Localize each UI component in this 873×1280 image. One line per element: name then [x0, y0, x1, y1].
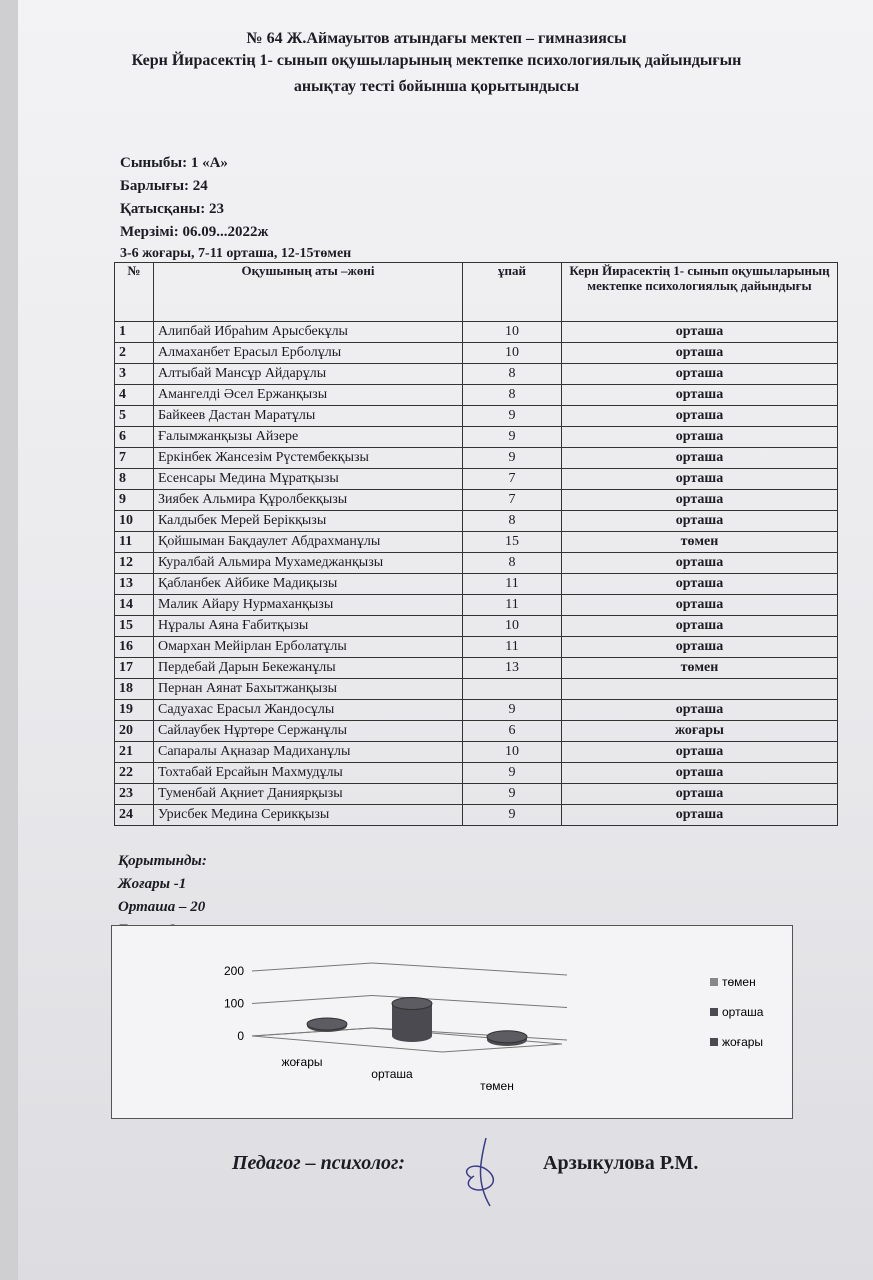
student-score: 8 [463, 553, 562, 574]
student-score: 9 [463, 406, 562, 427]
row-number: 20 [115, 721, 154, 742]
table-row [115, 658, 838, 679]
student-score: 7 [463, 490, 562, 511]
table-row [115, 364, 838, 385]
student-name: Сапаралы Ақназар Мадиханұлы [154, 742, 463, 763]
student-score [463, 679, 562, 700]
row-number: 16 [115, 637, 154, 658]
student-name: Садуахас Ерасыл Жандосұлы [154, 700, 463, 721]
student-score: 11 [463, 574, 562, 595]
row-number: 2 [115, 343, 154, 364]
row-number: 18 [115, 679, 154, 700]
row-number: 8 [115, 469, 154, 490]
table-row [115, 784, 838, 805]
table-row [115, 763, 838, 784]
student-result: орташа [562, 805, 838, 826]
student-result: орташа [562, 595, 838, 616]
table-row [115, 406, 838, 427]
student-name: Алмаханбет Ерасыл Ерболұлы [154, 343, 463, 364]
student-name: Урисбек Медина Серикқызы [154, 805, 463, 826]
row-number: 1 [115, 322, 154, 343]
legend-label: төмен [722, 975, 756, 989]
student-name: Омархан Мейірлан Ерболатұлы [154, 637, 463, 658]
student-name: Сайлаубек Нұртөре Сержанұлы [154, 721, 463, 742]
class-info: Сыныбы: 1 «А» [120, 155, 228, 171]
student-score: 6 [463, 721, 562, 742]
participated-info: Қатысқаны: 23 [120, 201, 224, 217]
legend-swatch [710, 1008, 718, 1016]
row-number: 3 [115, 364, 154, 385]
total-info: Барлығы: 24 [120, 178, 208, 194]
signature-role: Педагог – психолог: [232, 1152, 406, 1174]
student-name: Есенсары Медина Мұратқызы [154, 469, 463, 490]
student-name: Нұралы Аяна Ғабитқызы [154, 616, 463, 637]
row-number: 14 [115, 595, 154, 616]
student-name: Ғалымжанқызы Айзере [154, 427, 463, 448]
student-score: 11 [463, 637, 562, 658]
date-info: Мерзімі: 06.09...2022ж [120, 224, 269, 240]
row-number: 19 [115, 700, 154, 721]
header-name: Оқушының аты –жөні [154, 263, 463, 322]
student-result: орташа [562, 385, 838, 406]
student-result: орташа [562, 511, 838, 532]
table-row [115, 679, 838, 700]
table-row [115, 574, 838, 595]
student-name: Зиябек Альмира Құролбекқызы [154, 490, 463, 511]
student-score: 8 [463, 364, 562, 385]
table-row [115, 511, 838, 532]
header-result: Керн Йирасектің 1- сынып оқушыларының мектепке психологиялық дайындығы [562, 263, 838, 322]
row-number: 6 [115, 427, 154, 448]
student-name: Қабланбек Айбике Мадиқызы [154, 574, 463, 595]
student-score: 13 [463, 658, 562, 679]
table-row [115, 490, 838, 511]
student-result: орташа [562, 364, 838, 385]
student-score: 8 [463, 511, 562, 532]
student-name: Пердебай Дарын Бекежанұлы [154, 658, 463, 679]
student-result: орташа [562, 742, 838, 763]
summary-high: Жоғары -1 [118, 876, 187, 892]
table-row [115, 595, 838, 616]
student-result: төмен [562, 658, 838, 679]
student-score: 7 [463, 469, 562, 490]
chart-svg [112, 926, 792, 1118]
student-result: орташа [562, 490, 838, 511]
student-name: Туменбай Ақниет Даниярқызы [154, 784, 463, 805]
student-result: орташа [562, 448, 838, 469]
table-row [115, 742, 838, 763]
student-score: 11 [463, 595, 562, 616]
student-name: Калдыбек Мерей Берікқызы [154, 511, 463, 532]
table-row [115, 532, 838, 553]
row-number: 11 [115, 532, 154, 553]
bar-cylinder-top [487, 1031, 527, 1043]
row-number: 21 [115, 742, 154, 763]
header-no: № [115, 263, 154, 322]
legend-swatch [710, 978, 718, 986]
student-name: Алтыбай Мансұр Айдарұлы [154, 364, 463, 385]
student-result: орташа [562, 343, 838, 364]
signature-mark [450, 1132, 520, 1212]
table-row [115, 343, 838, 364]
row-number: 10 [115, 511, 154, 532]
student-name: Байкеев Дастан Маратұлы [154, 406, 463, 427]
scale-info: 3-6 жоғары, 7-11 орташа, 12-15төмен [120, 246, 352, 261]
student-name: Амангелді Әсел Ержанқызы [154, 385, 463, 406]
student-score: 9 [463, 448, 562, 469]
bar-cylinder-base [392, 1030, 432, 1042]
student-score: 9 [463, 427, 562, 448]
student-result: орташа [562, 784, 838, 805]
student-result: жоғары [562, 721, 838, 742]
row-number: 5 [115, 406, 154, 427]
student-result: орташа [562, 469, 838, 490]
x-category-label: төмен [480, 1079, 514, 1093]
table-row [115, 553, 838, 574]
results-chart [111, 925, 793, 1119]
summary-title: Қорытынды: [118, 853, 207, 869]
grid-line [372, 963, 567, 975]
header-score: ұпай [463, 263, 562, 322]
summary-medium: Орташа – 20 [118, 899, 206, 915]
table-row [115, 805, 838, 826]
grid-line [252, 963, 372, 971]
bar-cylinder-top [392, 998, 432, 1010]
table-row [115, 616, 838, 637]
y-tick-label: 100 [223, 996, 244, 1011]
report-title-line2: анықтау тесті бойынша қорытындысы [293, 78, 580, 95]
table-row [115, 427, 838, 448]
x-category-label: жоғары [281, 1055, 323, 1069]
student-name: Куралбай Альмира Мухамеджанқызы [154, 553, 463, 574]
student-score: 15 [463, 532, 562, 553]
table-row [115, 322, 838, 343]
student-result: орташа [562, 427, 838, 448]
student-score: 8 [463, 385, 562, 406]
row-number: 17 [115, 658, 154, 679]
results-table [114, 262, 838, 826]
row-number: 7 [115, 448, 154, 469]
grid-line [252, 996, 372, 1004]
legend-swatch [710, 1038, 718, 1046]
y-tick-label: 200 [223, 964, 244, 978]
row-number: 9 [115, 490, 154, 511]
student-name: Малик Айару Нурмаханқызы [154, 595, 463, 616]
legend-label: жоғары [722, 1035, 764, 1049]
student-name: Алипбай Ибраһим Арысбекұлы [154, 322, 463, 343]
legend-label: орташа [722, 1005, 764, 1019]
table-row [115, 700, 838, 721]
table-row [115, 448, 838, 469]
row-number: 4 [115, 385, 154, 406]
report-title-line1: Керн Йирасектің 1- сынып оқушыларының мектепке психологиялық дайындығын [131, 52, 742, 69]
bar-cylinder-top [307, 1018, 347, 1030]
student-name: Еркінбек Жансезім Рүстембекқызы [154, 448, 463, 469]
y-tick-label: 0 [237, 1029, 244, 1043]
table-row [115, 721, 838, 742]
student-score: 9 [463, 805, 562, 826]
student-score: 10 [463, 616, 562, 637]
student-score: 10 [463, 742, 562, 763]
student-result: орташа [562, 637, 838, 658]
student-result: орташа [562, 406, 838, 427]
student-score: 9 [463, 784, 562, 805]
student-result: орташа [562, 700, 838, 721]
table-row [115, 637, 838, 658]
x-category-label: орташа [371, 1067, 413, 1081]
row-number: 12 [115, 553, 154, 574]
student-score: 10 [463, 322, 562, 343]
student-result: орташа [562, 574, 838, 595]
student-name: Тохтабай Ерсайын Махмудұлы [154, 763, 463, 784]
table-header-row [115, 263, 838, 322]
student-result: орташа [562, 616, 838, 637]
student-score: 9 [463, 700, 562, 721]
table-row [115, 385, 838, 406]
signature-name: Арзыкулова Р.М. [543, 1152, 699, 1174]
student-score: 10 [463, 343, 562, 364]
student-result: төмен [562, 532, 838, 553]
student-result [562, 679, 838, 700]
row-number: 13 [115, 574, 154, 595]
student-name: Пернан Аянат Бахытжанқызы [154, 679, 463, 700]
table-row [115, 469, 838, 490]
student-name: Қойшыман Бақдаулет Абдрахманұлы [154, 532, 463, 553]
student-result: орташа [562, 763, 838, 784]
student-result: орташа [562, 322, 838, 343]
row-number: 22 [115, 763, 154, 784]
row-number: 15 [115, 616, 154, 637]
row-number: 24 [115, 805, 154, 826]
student-result: орташа [562, 553, 838, 574]
school-title: № 64 Ж.Аймауытов атындағы мектеп – гимназиясы [246, 30, 627, 47]
row-number: 23 [115, 784, 154, 805]
student-score: 9 [463, 763, 562, 784]
